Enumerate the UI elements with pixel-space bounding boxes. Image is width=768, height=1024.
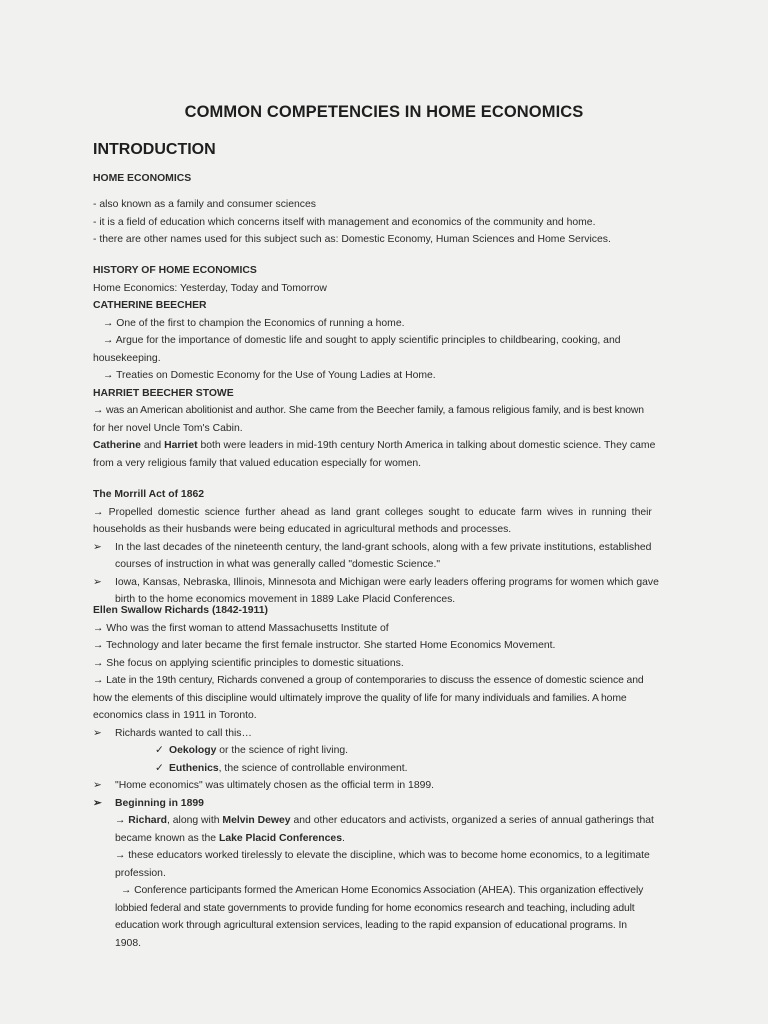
text-line: - also known as a family and consumer sciences (93, 199, 316, 210)
text-line: education work through agricultural extension services, leading to the rapid expansion of educational programs. In (115, 920, 627, 931)
text-fragment: and (140, 440, 165, 451)
text-fragment: and other educators and activists, organized a series of annual gatherings that (290, 815, 654, 826)
bullet-text: Iowa, Kansas, Nebraska, Illinois, Minnesota and Michigan were early leaders offering programs for women which gave (115, 576, 659, 588)
morrill-heading: The Morrill Act of 1862 (93, 489, 205, 500)
arrow-glyph: → (115, 815, 129, 826)
bullet-item (93, 574, 693, 592)
text-line (93, 437, 693, 455)
page-title: COMMON COMPETENCIES IN HOME ECONOMICS (184, 103, 584, 121)
text-line: households as their husbands were being educated in agricultural methods and processes. (93, 524, 512, 535)
bullet-text: Richards wanted to call this… (115, 727, 252, 739)
beecher-heading: CATHERINE BEECHER (93, 300, 207, 311)
bold-name: Melvin Dewey (222, 815, 291, 826)
text-line: birth to the home economics movement in 1889 Lake Placid Conferences. (115, 594, 456, 605)
text-line: → Argue for the importance of domestic life and sought to apply scientific principles to childbearing, cooking, and (103, 335, 621, 346)
text-fragment: became known as the (115, 832, 219, 844)
text-line: → One of the first to champion the Economics of running a home. (103, 317, 405, 329)
text-line: housekeeping. (93, 352, 161, 364)
bold-name: Richard (128, 815, 167, 826)
stowe-heading: HARRIET BEECHER STOWE (93, 387, 234, 399)
history-section (93, 262, 693, 472)
checkmark-icon: ✓ (155, 762, 164, 774)
bullet-item (93, 725, 693, 743)
text-line: economics class in 1911 in Toronto. (93, 710, 257, 721)
text-fragment: or the science of right living. (216, 745, 349, 756)
bullet-arrow-icon: ➢ (93, 780, 102, 791)
home-economics-lines (93, 196, 693, 249)
text-line: - it is a field of education which concerns itself with management and economics of the community and home. (93, 216, 596, 228)
text-fragment: , along with (166, 815, 223, 826)
check-item (93, 760, 693, 778)
text-fragment: both were leaders in mid-19th century North America in talking about domestic science. They came (197, 440, 656, 451)
bold-name: Catherine (93, 440, 141, 451)
text-line: → She focus on applying scientific principles to domestic situations. (93, 657, 404, 669)
text-line: → Technology and later became the first female instructor. She started Home Economics Movement. (93, 640, 556, 651)
text-fragment: . (341, 832, 345, 844)
bullet-item (93, 795, 693, 813)
text-line (93, 830, 693, 848)
morrill-section (93, 486, 693, 609)
intro-heading: INTRODUCTION (93, 141, 216, 158)
richards-section (93, 602, 693, 952)
bullet-text: "Home economics" was ultimately chosen as the official term in 1899. (115, 780, 435, 791)
bullet-item (93, 777, 693, 795)
text-line: for her novel Uncle Tom's Cabin. (93, 422, 243, 434)
richards-heading: Ellen Swallow Richards (1842-1911) (93, 605, 268, 616)
bullet-arrow-icon: ➢ (93, 541, 102, 553)
text-line: → Treaties on Domestic Economy for the Use of Young Ladies at Home. (103, 370, 436, 381)
text-line: lobbied federal and state governments to provide funding for home economics research and teaching, including adult (115, 902, 635, 914)
text-line: → Late in the 19th century, Richards convened a group of contemporaries to discuss the essence of domestic science and (93, 675, 644, 686)
text-line (93, 812, 693, 830)
bullet-item (93, 539, 693, 557)
home-economics-heading: HOME ECONOMICS (93, 173, 192, 184)
check-item (93, 742, 693, 760)
bold-term: Lake Placid Conferences (218, 832, 342, 844)
text-line: courses of instruction in what was generally called "domestic Science." (115, 559, 441, 570)
text-fragment: , the science of controllable environment. (218, 762, 408, 774)
bold-term: Oekology (169, 745, 217, 756)
text-line: → Who was the first woman to attend Massachusetts Institute of (93, 622, 389, 634)
text-line: → Conference participants formed the American Home Economics Association (AHEA). This organization effectively (121, 885, 644, 896)
text-line: → was an American abolitionist and author. She came from the Beecher family, a famous religious family, and is best known (93, 405, 644, 416)
text-line: 1908. (115, 937, 142, 949)
bold-term: Euthenics (169, 762, 219, 774)
text-line: from a very religious family that valued education especially for women. (93, 457, 422, 469)
history-subtitle: Home Economics: Yesterday, Today and Tomorrow (93, 282, 327, 294)
bullet-arrow-icon: ➢ (93, 727, 102, 739)
text-line: → Propelled domestic science further ahead as land grant colleges sought to educate farm wives in running their (93, 506, 652, 518)
bullet-text: Beginning in 1899 (115, 797, 204, 809)
bold-name: Harriet (164, 440, 198, 451)
bullet-arrow-icon: ➢ (93, 797, 102, 809)
text-line: profession. (115, 867, 166, 879)
history-heading: HISTORY OF HOME ECONOMICS (93, 265, 257, 276)
bullet-arrow-icon: ➢ (93, 576, 102, 588)
text-line: - there are other names used for this subject such as: Domestic Economy, Human Sciences and Home Services. (93, 234, 611, 245)
checkmark-icon: ✓ (155, 745, 164, 756)
home-economics-section (93, 170, 693, 188)
bullet-text: In the last decades of the nineteenth century, the land-grant schools, along with a few private institutions, established (115, 541, 652, 553)
text-line: how the elements of this discipline would ultimately improve the quality of life for many individuals and families. A home (93, 692, 627, 704)
text-line: → these educators worked tirelessly to elevate the discipline, which was to become home economics, to a legitimate (115, 850, 650, 861)
